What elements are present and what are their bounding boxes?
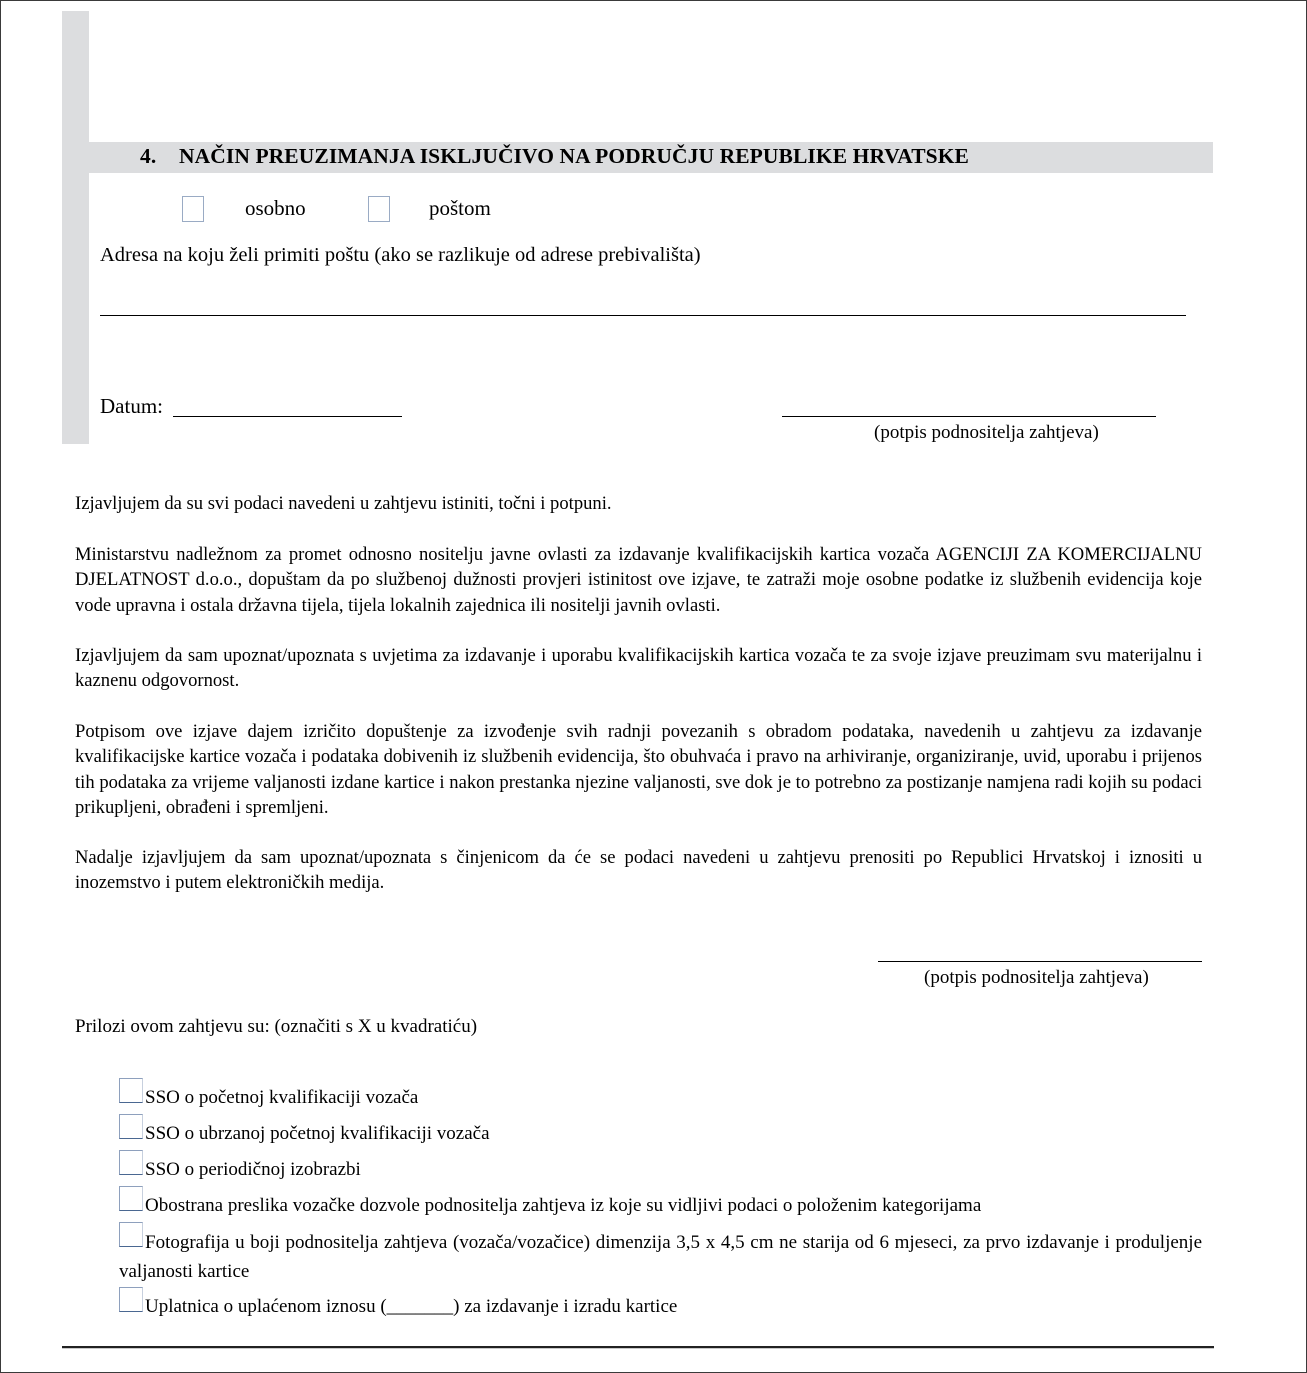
attachment-checkbox[interactable] bbox=[119, 1078, 143, 1103]
declaration-paragraph: Izjavljujem da su svi podaci navedeni u zahtjevu istiniti, točni i potpuni. bbox=[75, 493, 612, 514]
date-input-line[interactable] bbox=[173, 416, 402, 417]
section-side-bar bbox=[62, 11, 89, 444]
attachment-label: Obostrana preslika vozačke dozvole podnositelja zahtjeva iz koje su vidljivi podaci o položenim kategorijama bbox=[145, 1195, 982, 1216]
attachment-label: Fotografija u boji podnositelja zahtjeva (vozača/vozačice) dimenzija 3,5 x 4,5 cm ne starija od 6 mjeseci, za prvo izdavanje i produljenje valjanosti kartice bbox=[119, 1232, 1202, 1282]
declaration-paragraph: Nadalje izjavljujem da sam upoznat/upoznata s činjenicom da će se podaci navedeni u zahtjevu prenositi po Republici Hrvatskoj i iznositi u inozemstvo i putem elektroničkih medija. bbox=[75, 847, 1202, 894]
attachment-checkbox[interactable] bbox=[119, 1150, 143, 1175]
declaration-paragraph: Potpisom ove izjave dajem izričito dopuštenje za izvođenje svih radnji povezanih s obradom podataka, navedenih u zahtjevu za izdavanje kvalifikacijske kartice vozača i podataka dobivenih iz službenih evidencija, što obuhvaća i pravo na arhiviranje, organiziranje, uvid, uporabu i prijenos tih podataka za vrijeme valjanosti izdane kartice i nakon prestanka njezine valjanosti, sve dok je to potrebno za postizanje namjena radi kojih su podaci prikupljeni, obrađeni i spremljeni. bbox=[75, 721, 1202, 818]
section-title-text: NAČIN PREUZIMANJA ISKLJUČIVO NA PODRUČJU REPUBLIKE HRVATSKE bbox=[179, 144, 969, 168]
address-label: Adresa na koju želi primiti poštu (ako se razlikuje od adrese prebivališta) bbox=[100, 244, 701, 266]
delivery-osobno-checkbox[interactable] bbox=[182, 196, 204, 222]
attachment-label: SSO o periodičnoj izobrazbi bbox=[145, 1159, 361, 1180]
signature-line[interactable] bbox=[782, 416, 1156, 417]
delivery-osobno-label: osobno bbox=[245, 196, 306, 220]
attachment-checkbox[interactable] bbox=[119, 1186, 143, 1211]
attachment-label: SSO o ubrzanoj početnoj kvalifikaciji vozača bbox=[145, 1123, 490, 1144]
date-label: Datum: bbox=[100, 394, 163, 418]
attachment-checkbox[interactable] bbox=[119, 1287, 143, 1312]
attachment-label: SSO o početnoj kvalifikaciji vozača bbox=[145, 1087, 419, 1108]
bottom-divider-shadow bbox=[62, 1348, 1214, 1349]
section-number: 4. bbox=[140, 144, 157, 168]
attachment-checkbox[interactable] bbox=[119, 1114, 143, 1139]
declaration-paragraph: Ministarstvu nadležnom za promet odnosno nositelju javne ovlasti za izdavanje kvalifikacijskih kartica vozača AGENCIJI ZA KOMERCIJALNU DJELATNOST d.o.o., dopuštam da po službenoj dužnosti provjeri istinitost ove izjave, te zatraži moje osobne podatke iz službenih evidencija koje vode upravna i ostala državna tijela, tijela lokalnih zajednica ili nositelji javnih ovlasti. bbox=[75, 544, 1202, 616]
delivery-postom-label: poštom bbox=[429, 196, 491, 220]
signature-caption: (potpis podnositelja zahtjeva) bbox=[874, 422, 1099, 443]
address-input-line[interactable] bbox=[100, 315, 1186, 316]
delivery-postom-checkbox[interactable] bbox=[368, 196, 390, 222]
section-title bbox=[140, 144, 969, 169]
declaration-paragraph: Izjavljujem da sam upoznat/upoznata s uvjetima za izdavanje i uporabu kvalifikacijskih kartica vozača te za svoje izjave preuzimam svu materijalnu i kaznenu odgovornost. bbox=[75, 645, 1202, 692]
attachments-heading: Prilozi ovom zahtjevu su: (označiti s X u kvadratiću) bbox=[75, 1016, 478, 1037]
declaration-signature-caption: (potpis podnositelja zahtjeva) bbox=[924, 967, 1149, 988]
declaration-signature-line[interactable] bbox=[878, 961, 1202, 962]
attachment-label: Uplatnica o uplaćenom iznosu (_______) za izdavanje i izradu kartice bbox=[145, 1296, 678, 1317]
